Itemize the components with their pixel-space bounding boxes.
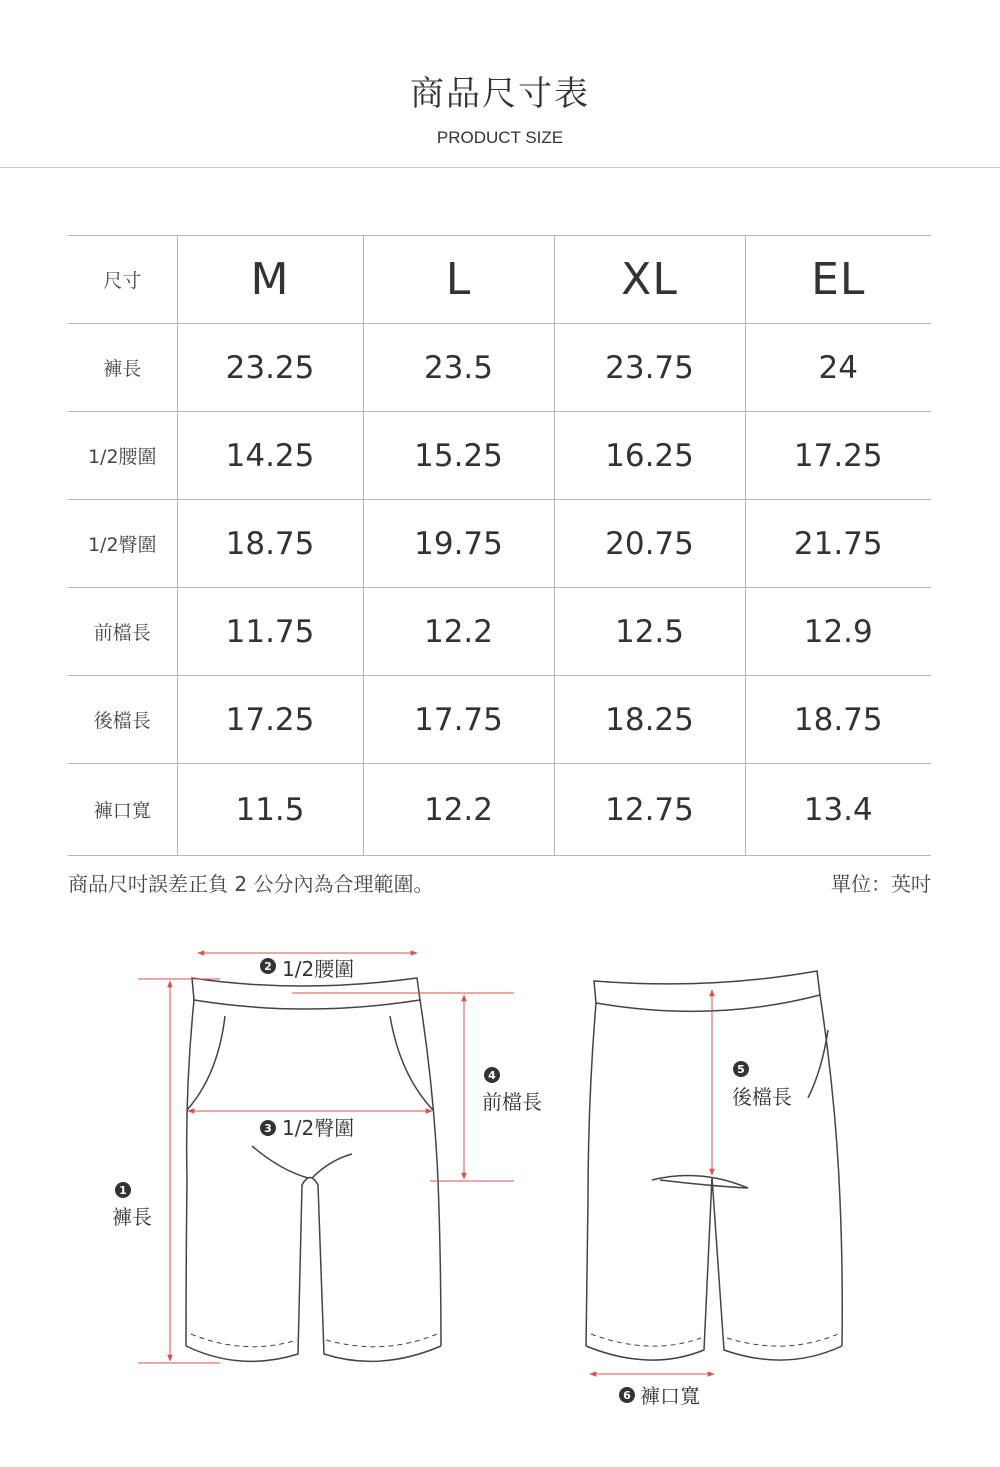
waist-label: 1/2腰圍 [282, 957, 355, 981]
label-back-rise [732, 1061, 792, 1109]
front-left-hem [186, 1178, 441, 1362]
back-hem-stitch-right [727, 1334, 838, 1346]
back-left-outline [586, 1003, 596, 1346]
table-cell: 12.9 [745, 588, 931, 676]
back-hem-stitch-left [591, 1334, 701, 1346]
unit-label: 單位：英吋 [831, 872, 931, 896]
table-cell: 11.5 [177, 764, 363, 856]
table-cell: 12.5 [554, 588, 745, 676]
table-cell: 17.25 [177, 676, 363, 764]
table-header-row [68, 236, 931, 324]
table-cell: 18.75 [745, 676, 931, 764]
page-subtitle: PRODUCT SIZE [436, 128, 564, 147]
back-seat-curve [808, 1030, 828, 1098]
table-cell: 12.2 [363, 764, 554, 856]
badge-2-number: 2 [264, 960, 272, 973]
corner-label: 尺寸 [68, 236, 177, 324]
row-label: 前檔長 [68, 588, 177, 676]
header-divider [0, 167, 1000, 168]
table-row [68, 676, 931, 764]
row-label: 後檔長 [68, 676, 177, 764]
badge-1-number: 1 [119, 1184, 127, 1197]
front-crotch-right [312, 1154, 352, 1178]
badge-3-number: 3 [264, 1122, 272, 1135]
tolerance-note: 商品尺吋誤差正負 2 公分內為合理範圍。 [68, 872, 434, 896]
table-cell: 16.25 [554, 412, 745, 500]
front-rise-label: 前檔長 [482, 1090, 542, 1114]
size-header-xl: XL [554, 236, 745, 324]
front-right-pocket [390, 1016, 433, 1110]
front-hem-stitch-left [191, 1334, 297, 1347]
table-cell: 20.75 [554, 500, 745, 588]
table-row [68, 588, 931, 676]
table-cell: 23.5 [363, 324, 554, 412]
badge-6-number: 6 [623, 1389, 631, 1402]
badge-5-number: 5 [737, 1063, 745, 1076]
hip-label: 1/2臀圍 [282, 1116, 355, 1140]
table-cell: 15.25 [363, 412, 554, 500]
back-shorts-illustration [586, 971, 842, 1360]
table-cell: 23.25 [177, 324, 363, 412]
back-right-outline [820, 995, 842, 1346]
size-header-m: M [177, 236, 363, 324]
row-label: 褲口寬 [68, 764, 177, 856]
front-crotch-left [252, 1146, 308, 1178]
table-cell: 14.25 [177, 412, 363, 500]
table-cell: 21.75 [745, 500, 931, 588]
table-cell: 13.4 [745, 764, 931, 856]
front-hem-stitch-right [326, 1334, 437, 1347]
front-shorts-illustration [186, 978, 441, 1361]
back-waistband [594, 971, 820, 1011]
table-cell: 18.25 [554, 676, 745, 764]
back-crotch-curve [652, 1176, 748, 1189]
table-row [68, 764, 931, 856]
table-cell: 19.75 [363, 500, 554, 588]
table-row [68, 500, 931, 588]
page-title: 商品尺寸表 [410, 74, 590, 114]
table-cell: 18.75 [177, 500, 363, 588]
label-leg-opening [619, 1384, 700, 1408]
size-header-el: EL [745, 236, 931, 324]
size-table [68, 235, 931, 856]
row-label: 褲長 [68, 324, 177, 412]
table-cell: 12.2 [363, 588, 554, 676]
length-label: 褲長 [112, 1205, 152, 1229]
front-left-outline [186, 1000, 194, 1346]
measurement-diagram [0, 920, 1000, 1460]
row-label: 1/2臀圍 [68, 500, 177, 588]
table-cell: 24 [745, 324, 931, 412]
front-left-pocket [187, 1016, 225, 1110]
back-hem [586, 1177, 842, 1360]
leg-opening-label: 褲口寬 [640, 1384, 700, 1408]
label-front-rise [482, 1067, 542, 1114]
label-length [112, 1182, 152, 1229]
table-cell: 11.75 [177, 588, 363, 676]
badge-4-number: 4 [488, 1069, 496, 1082]
table-cell: 12.75 [554, 764, 745, 856]
table-row [68, 412, 931, 500]
label-hip [260, 1116, 354, 1140]
table-row [68, 324, 931, 412]
row-label: 1/2腰圍 [68, 412, 177, 500]
label-waist [260, 957, 354, 981]
back-rise-label: 後檔長 [732, 1085, 792, 1109]
table-cell: 17.25 [745, 412, 931, 500]
table-cell: 23.75 [554, 324, 745, 412]
size-header-l: L [363, 236, 554, 324]
front-right-outline [420, 1000, 441, 1346]
table-cell: 17.75 [363, 676, 554, 764]
